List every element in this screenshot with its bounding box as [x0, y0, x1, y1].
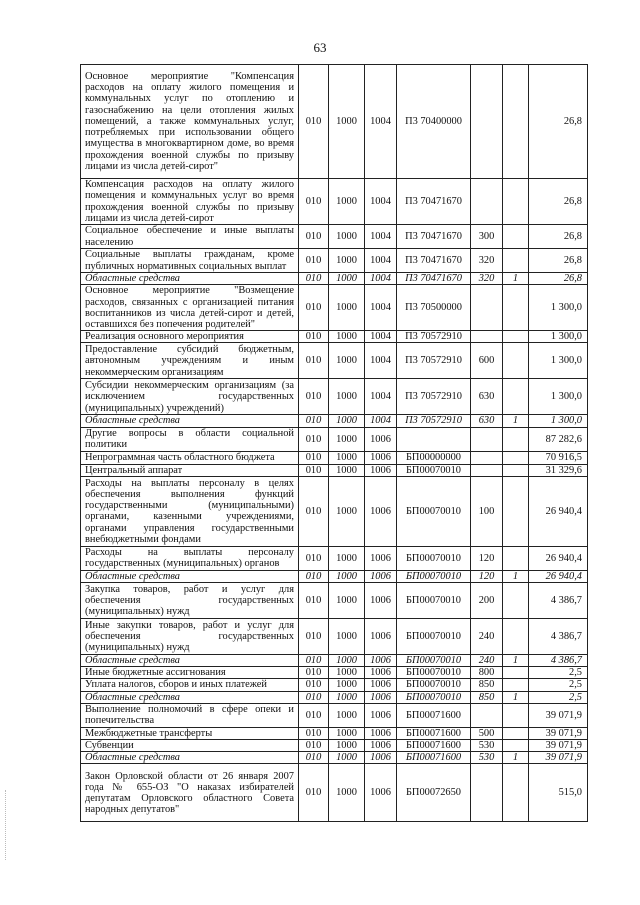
- table-row: [81, 619, 588, 655]
- ministry-code: 010: [299, 476, 329, 546]
- expense-type-code: 120: [471, 546, 503, 570]
- expense-type-code: 320: [471, 249, 503, 273]
- table-row: [81, 451, 588, 464]
- expense-type-code: 800: [471, 667, 503, 679]
- table-row: [81, 179, 588, 225]
- budget-source-code: [503, 679, 529, 691]
- section-code: 1000: [329, 703, 365, 727]
- expense-type-code: 200: [471, 583, 503, 619]
- expense-type-code: [471, 285, 503, 331]
- section-code: 1000: [329, 740, 365, 752]
- table-row: [81, 343, 588, 379]
- amount: 26 940,4: [529, 476, 588, 546]
- budget-source-code: [503, 667, 529, 679]
- section-code: 1000: [329, 691, 365, 703]
- budget-source-code: [503, 451, 529, 464]
- section-code: 1000: [329, 667, 365, 679]
- subsection-code: 1006: [365, 464, 397, 476]
- row-name: Областные средства: [81, 752, 299, 764]
- subsection-code: 1006: [365, 740, 397, 752]
- ministry-code: 010: [299, 691, 329, 703]
- row-name: Компенсация расходов на оплату жилого помещения и коммунальных услуг во время прохождения военной службы по призыву лицами из числа детей-сирот: [81, 179, 299, 225]
- amount: 26 940,4: [529, 546, 588, 570]
- budget-source-code: 1: [503, 752, 529, 764]
- target-article-code: БП00071600: [397, 740, 471, 752]
- ministry-code: 010: [299, 655, 329, 667]
- section-code: 1000: [329, 427, 365, 451]
- subsection-code: 1006: [365, 764, 397, 822]
- target-article-code: БП00071600: [397, 752, 471, 764]
- subsection-code: 1006: [365, 752, 397, 764]
- row-name: Межбюджетные трансферты: [81, 727, 299, 739]
- table-row: [81, 273, 588, 285]
- row-name: Областные средства: [81, 570, 299, 582]
- budget-source-code: 1: [503, 655, 529, 667]
- row-name: Реализация основного мероприятия: [81, 331, 299, 343]
- expense-type-code: 530: [471, 752, 503, 764]
- subsection-code: 1006: [365, 619, 397, 655]
- ministry-code: 010: [299, 619, 329, 655]
- expense-type-code: 240: [471, 655, 503, 667]
- row-name: Уплата налогов, сборов и иных платежей: [81, 679, 299, 691]
- ministry-code: 010: [299, 451, 329, 464]
- budget-source-code: [503, 285, 529, 331]
- expense-type-code: 630: [471, 415, 503, 427]
- budget-source-code: [503, 343, 529, 379]
- subsection-code: 1006: [365, 655, 397, 667]
- table-row: [81, 65, 588, 179]
- row-name: Расходы на выплаты персоналу государственных (муниципальных) органов: [81, 546, 299, 570]
- section-code: 1000: [329, 179, 365, 225]
- table-row: [81, 570, 588, 582]
- row-name: Областные средства: [81, 273, 299, 285]
- subsection-code: 1006: [365, 476, 397, 546]
- amount: 2,5: [529, 691, 588, 703]
- subsection-code: 1006: [365, 703, 397, 727]
- ministry-code: 010: [299, 179, 329, 225]
- amount: 515,0: [529, 764, 588, 822]
- ministry-code: 010: [299, 427, 329, 451]
- target-article-code: П3 70471670: [397, 249, 471, 273]
- section-code: 1000: [329, 379, 365, 415]
- target-article-code: П3 70471670: [397, 179, 471, 225]
- section-code: 1000: [329, 619, 365, 655]
- section-code: 1000: [329, 285, 365, 331]
- section-code: 1000: [329, 570, 365, 582]
- amount: 87 282,6: [529, 427, 588, 451]
- ministry-code: 010: [299, 331, 329, 343]
- row-name: Непрограммная часть областного бюджета: [81, 451, 299, 464]
- budget-source-code: 1: [503, 570, 529, 582]
- budget-source-code: [503, 764, 529, 822]
- table-row: [81, 691, 588, 703]
- section-code: 1000: [329, 764, 365, 822]
- amount: 39 071,9: [529, 740, 588, 752]
- ministry-code: 010: [299, 752, 329, 764]
- amount: 26,8: [529, 273, 588, 285]
- table-row: [81, 546, 588, 570]
- ministry-code: 010: [299, 727, 329, 739]
- subsection-code: 1006: [365, 427, 397, 451]
- budget-source-code: [503, 583, 529, 619]
- subsection-code: 1006: [365, 451, 397, 464]
- table-row: [81, 379, 588, 415]
- budget-source-code: 1: [503, 691, 529, 703]
- budget-source-code: [503, 703, 529, 727]
- row-name: Предоставление субсидий бюджетным, автономным учреждениям и иным некоммерческим организациям: [81, 343, 299, 379]
- target-article-code: П3 70400000: [397, 65, 471, 179]
- table-body: [81, 65, 588, 822]
- section-code: 1000: [329, 343, 365, 379]
- amount: 26,8: [529, 65, 588, 179]
- subsection-code: 1004: [365, 65, 397, 179]
- table-row: [81, 703, 588, 727]
- expense-type-code: [471, 179, 503, 225]
- table-row: [81, 427, 588, 451]
- amount: 1 300,0: [529, 379, 588, 415]
- subsection-code: 1004: [365, 415, 397, 427]
- expense-type-code: [471, 464, 503, 476]
- table-row: [81, 667, 588, 679]
- target-article-code: БП00070010: [397, 679, 471, 691]
- amount: 70 916,5: [529, 451, 588, 464]
- amount: 26,8: [529, 179, 588, 225]
- subsection-code: 1004: [365, 379, 397, 415]
- target-article-code: БП00070010: [397, 691, 471, 703]
- table-row: [81, 583, 588, 619]
- row-name: Областные средства: [81, 655, 299, 667]
- section-code: 1000: [329, 249, 365, 273]
- ministry-code: 010: [299, 583, 329, 619]
- row-name: Основное мероприятие "Компенсация расходов на оплату жилого помещения и коммунальных услуг по отоплению и газоснабжению на цели отопления жилых помещений, а также коммунальных услуг, потребляемых при использовании общего имущества в многоквартирном доме, во время прохождения военной службы по призыву лицами из числа детей-сирот": [81, 65, 299, 179]
- amount: 31 329,6: [529, 464, 588, 476]
- target-article-code: [397, 427, 471, 451]
- row-name: Закупка товаров, работ и услуг для обеспечения государственных (муниципальных) нужд: [81, 583, 299, 619]
- budget-source-code: [503, 740, 529, 752]
- subsection-code: 1006: [365, 583, 397, 619]
- table-row: [81, 225, 588, 249]
- section-code: 1000: [329, 583, 365, 619]
- ministry-code: 010: [299, 546, 329, 570]
- target-article-code: БП00071600: [397, 727, 471, 739]
- target-article-code: П3 70500000: [397, 285, 471, 331]
- expense-type-code: 300: [471, 225, 503, 249]
- row-name: Субвенции: [81, 740, 299, 752]
- subsection-code: 1006: [365, 691, 397, 703]
- section-code: 1000: [329, 65, 365, 179]
- section-code: 1000: [329, 546, 365, 570]
- target-article-code: БП00071600: [397, 703, 471, 727]
- expense-type-code: [471, 427, 503, 451]
- ministry-code: 010: [299, 273, 329, 285]
- budget-source-code: [503, 619, 529, 655]
- table-row: [81, 752, 588, 764]
- target-article-code: БП00072650: [397, 764, 471, 822]
- expense-type-code: [471, 65, 503, 179]
- table-row: [81, 415, 588, 427]
- budget-source-code: [503, 727, 529, 739]
- budget-source-code: [503, 379, 529, 415]
- ministry-code: 010: [299, 679, 329, 691]
- row-name: Областные средства: [81, 415, 299, 427]
- subsection-code: 1006: [365, 570, 397, 582]
- section-code: 1000: [329, 464, 365, 476]
- amount: 1 300,0: [529, 343, 588, 379]
- expense-type-code: 240: [471, 619, 503, 655]
- margin-marks: [5, 790, 9, 860]
- row-name: Иные закупки товаров, работ и услуг для обеспечения государственных (муниципальных) нужд: [81, 619, 299, 655]
- amount: 1 300,0: [529, 285, 588, 331]
- table-row: [81, 764, 588, 822]
- amount: 1 300,0: [529, 331, 588, 343]
- ministry-code: 010: [299, 343, 329, 379]
- subsection-code: 1004: [365, 285, 397, 331]
- amount: 26 940,4: [529, 570, 588, 582]
- row-name: Центральный аппарат: [81, 464, 299, 476]
- ministry-code: 010: [299, 415, 329, 427]
- amount: 39 071,9: [529, 752, 588, 764]
- row-name: Социальное обеспечение и иные выплаты населению: [81, 225, 299, 249]
- target-article-code: БП00000000: [397, 451, 471, 464]
- ministry-code: 010: [299, 764, 329, 822]
- ministry-code: 010: [299, 65, 329, 179]
- budget-source-code: [503, 225, 529, 249]
- expense-type-code: 120: [471, 570, 503, 582]
- section-code: 1000: [329, 476, 365, 546]
- target-article-code: БП00070010: [397, 546, 471, 570]
- budget-source-code: 1: [503, 415, 529, 427]
- target-article-code: П3 70471670: [397, 273, 471, 285]
- ministry-code: 010: [299, 703, 329, 727]
- row-name: Социальные выплаты гражданам, кроме публичных нормативных социальных выплат: [81, 249, 299, 273]
- section-code: 1000: [329, 727, 365, 739]
- table-row: [81, 727, 588, 739]
- budget-source-code: [503, 65, 529, 179]
- target-article-code: БП00070010: [397, 583, 471, 619]
- expense-type-code: 320: [471, 273, 503, 285]
- target-article-code: БП00070010: [397, 464, 471, 476]
- subsection-code: 1006: [365, 727, 397, 739]
- expense-type-code: 850: [471, 691, 503, 703]
- table-row: [81, 464, 588, 476]
- table-row: [81, 476, 588, 546]
- ministry-code: 010: [299, 667, 329, 679]
- row-name: Областные средства: [81, 691, 299, 703]
- subsection-code: 1006: [365, 667, 397, 679]
- target-article-code: БП00070010: [397, 667, 471, 679]
- ministry-code: 010: [299, 464, 329, 476]
- expense-type-code: 850: [471, 679, 503, 691]
- section-code: 1000: [329, 655, 365, 667]
- table-row: [81, 285, 588, 331]
- row-name: Расходы на выплаты персоналу в целях обеспечения выполнения функций государственными (муниципальными) органами, казенными учреждениями, органами управления государственными внебюджетными фондами: [81, 476, 299, 546]
- row-name: Субсидии некоммерческим организациям (за исключением государственных (муниципальных) учреждений): [81, 379, 299, 415]
- target-article-code: П3 70572910: [397, 379, 471, 415]
- section-code: 1000: [329, 331, 365, 343]
- budget-source-code: [503, 331, 529, 343]
- subsection-code: 1004: [365, 343, 397, 379]
- ministry-code: 010: [299, 225, 329, 249]
- row-name: Иные бюджетные ассигнования: [81, 667, 299, 679]
- budget-source-code: [503, 249, 529, 273]
- amount: 4 386,7: [529, 655, 588, 667]
- amount: 4 386,7: [529, 583, 588, 619]
- budget-table: [80, 64, 588, 822]
- section-code: 1000: [329, 451, 365, 464]
- table-row: [81, 249, 588, 273]
- amount: 26,8: [529, 225, 588, 249]
- row-name: Закон Орловской области от 26 января 2007 года № 655-ОЗ "О наказах избирателей депутатам Орловского областного Совета народных депутатов": [81, 764, 299, 822]
- expense-type-code: 500: [471, 727, 503, 739]
- table-row: [81, 655, 588, 667]
- expense-type-code: [471, 703, 503, 727]
- amount: 26,8: [529, 249, 588, 273]
- budget-source-code: [503, 464, 529, 476]
- table-row: [81, 331, 588, 343]
- expense-type-code: [471, 451, 503, 464]
- amount: 4 386,7: [529, 619, 588, 655]
- target-article-code: П3 70572910: [397, 415, 471, 427]
- ministry-code: 010: [299, 379, 329, 415]
- table-row: [81, 740, 588, 752]
- subsection-code: 1006: [365, 546, 397, 570]
- subsection-code: 1004: [365, 331, 397, 343]
- budget-source-code: [503, 476, 529, 546]
- subsection-code: 1004: [365, 179, 397, 225]
- target-article-code: БП00070010: [397, 476, 471, 546]
- row-name: Основное мероприятие "Возмещение расходов, связанных с организацией питания воспитанников из числа детей-сирот и детей, оставшихся без попечения родителей": [81, 285, 299, 331]
- expense-type-code: 600: [471, 343, 503, 379]
- budget-source-code: [503, 546, 529, 570]
- section-code: 1000: [329, 415, 365, 427]
- budget-source-code: [503, 179, 529, 225]
- amount: 1 300,0: [529, 415, 588, 427]
- row-name: Выполнение полномочий в сфере опеки и попечительства: [81, 703, 299, 727]
- expense-type-code: 100: [471, 476, 503, 546]
- budget-source-code: [503, 427, 529, 451]
- expense-type-code: [471, 331, 503, 343]
- amount: 39 071,9: [529, 703, 588, 727]
- amount: 2,5: [529, 667, 588, 679]
- amount: 2,5: [529, 679, 588, 691]
- section-code: 1000: [329, 752, 365, 764]
- target-article-code: БП00070010: [397, 655, 471, 667]
- target-article-code: П3 70471670: [397, 225, 471, 249]
- expense-type-code: 530: [471, 740, 503, 752]
- subsection-code: 1006: [365, 679, 397, 691]
- page-number: 63: [313, 40, 327, 55]
- expense-type-code: [471, 764, 503, 822]
- expense-type-code: 630: [471, 379, 503, 415]
- ministry-code: 010: [299, 570, 329, 582]
- section-code: 1000: [329, 273, 365, 285]
- ministry-code: 010: [299, 285, 329, 331]
- target-article-code: П3 70572910: [397, 331, 471, 343]
- target-article-code: П3 70572910: [397, 343, 471, 379]
- subsection-code: 1004: [365, 225, 397, 249]
- table-row: [81, 679, 588, 691]
- subsection-code: 1004: [365, 249, 397, 273]
- amount: 39 071,9: [529, 727, 588, 739]
- target-article-code: БП00070010: [397, 619, 471, 655]
- subsection-code: 1004: [365, 273, 397, 285]
- budget-source-code: 1: [503, 273, 529, 285]
- row-name: Другие вопросы в области социальной политики: [81, 427, 299, 451]
- section-code: 1000: [329, 679, 365, 691]
- section-code: 1000: [329, 225, 365, 249]
- ministry-code: 010: [299, 740, 329, 752]
- ministry-code: 010: [299, 249, 329, 273]
- target-article-code: БП00070010: [397, 570, 471, 582]
